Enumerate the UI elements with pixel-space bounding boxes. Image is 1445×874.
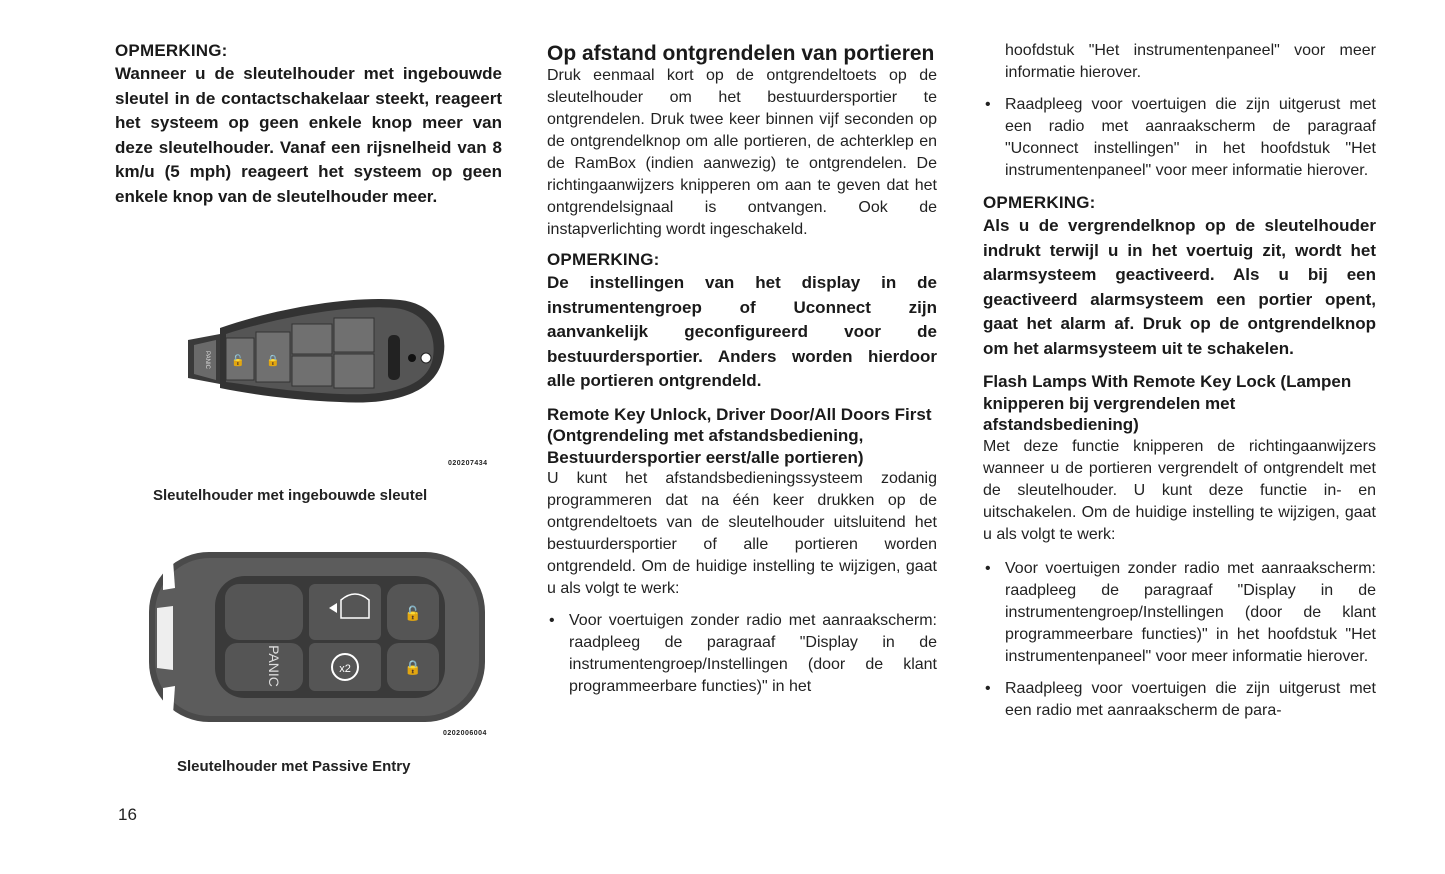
figure-caption: Sleutelhouder met Passive Entry [177, 758, 411, 775]
bullet-icon: • [985, 679, 991, 697]
list-item: • Raadpleeg voor voertuigen die zijn uitgerust met een radio met aanraakscherm de para- [985, 679, 1376, 719]
bullet-icon: • [985, 96, 991, 113]
figure-keyfob-integrated-key [180, 290, 450, 420]
list-item: • Voor voertuigen zonder radio met aanraakscherm: raadpleeg de paragraaf "Display in de instrumentengroep/Instellingen (door de klant programmeerbare functies)" in het [549, 612, 937, 695]
section-title: Op afstand ontgrendelen van portieren [547, 42, 935, 65]
figure-keyfob-passive-entry [145, 548, 490, 728]
list-item: • Voor voertuigen zonder radio met aanraakscherm: raadpleeg de paragraaf "Display in de instrumentengroep/Instellingen (door de klant programmeerbare functies)" in het hoofdstuk "Het instrumentenpaneel" voor meer informatie hierover. [985, 559, 1376, 665]
note-body: Wanneer u de sleutelhouder met ingebouwde sleutel in de contactschakelaar steekt, reageert het systeem op geen enkele knop meer van deze sleutelhouder. Vanaf een rijsnelheid van 8 km/u (5 mph) reageert het systeem op geen enkele knop van de sleutelhouder meer. [115, 64, 502, 206]
list-item: • Raadpleeg voor voertuigen die zijn uitgerust met een radio met aanraakscherm de paragraaf "Uconnect instellingen" in het hoofdstuk "Het instrumentenpaneel" voor meer informatie hierover. [985, 96, 1376, 179]
column-left [115, 40, 502, 209]
note-body: De instellingen van het display in de instrumentengroep of Uconnect zijn aanvankelijk geconfigureerd voor de bestuurdersportier. Anders worden hierdoor alle portieren ontgrendeld. [547, 273, 937, 390]
lock-icon: 🔒 [266, 355, 280, 367]
keyfob-integrated-key-image [180, 290, 450, 420]
column-right [983, 40, 1376, 722]
panic-label: PANIC [266, 645, 282, 687]
bullet-icon: • [549, 612, 555, 629]
subsection-title: Flash Lamps With Remote Key Lock (Lampen knipperen bij vergrendelen met afstandsbediening) [983, 372, 1352, 434]
page-number: 16 [118, 805, 137, 824]
section-body: Druk eenmaal kort op de ontgrendeltoets op de sleutelhouder om het bestuurdersportier te ontgrendelen. Druk twee keer binnen vijf seconden op de ontgrendelknop om alle portieren, de achterklep en de RamBox (indien aanwezig) te ontgrendelen. De richtingaanwijzers knipperen om aan te geven dat het ontgrendelsignaal is ontvangen. Ook de instapverlichting wordt ingeschakeld. [547, 67, 937, 238]
bullet-list [983, 558, 1376, 722]
note-title: OPMERKING: [983, 193, 1096, 212]
column-middle [547, 40, 937, 698]
bullet-list [547, 610, 937, 698]
keyfob-passive-entry-image [145, 548, 490, 728]
figure-code: 0202006004 [443, 730, 487, 737]
list-item-continued: hoofdstuk "Het instrumentenpaneel" voor meer informatie hierover. [1005, 42, 1376, 81]
unlock-icon: 🔓 [231, 355, 245, 367]
figure-code: 020207434 [448, 460, 488, 467]
bullet-list [983, 40, 1376, 84]
subsection-body: U kunt het afstandsbedieningssysteem zodanig programmeren dat na één keer drukken op de ontgrendeltoets van de sleutelhouder uitsluitend het bestuurdersportier of alle portieren worden ontgrendeld. Om de huidige instelling te wijzigen, gaat u als volgt te werk: [547, 470, 937, 597]
remote-start-label: x2 [339, 663, 351, 675]
bullet-list [983, 94, 1376, 182]
note-title: OPMERKING: [115, 41, 228, 60]
figure-caption: Sleutelhouder met ingebouwde sleutel [153, 487, 428, 504]
subsection-title: Remote Key Unlock, Driver Door/All Doors First (Ontgrendeling met afstandsbediening, Bestuurdersportier eerst/alle portieren) [547, 404, 932, 467]
lock-icon: 🔒 [404, 659, 422, 675]
subsection-body: Met deze functie knipperen de richtingaanwijzers wanneer u de portieren vergrendelt of ontgrendelt met de sleutelhouder. U kunt deze functie in- en uitschakelen. Om de huidige instelling te wijzigen, gaat u als volgt te werk: [983, 437, 1376, 543]
bullet-icon: • [985, 559, 991, 577]
panic-label: PANIC [204, 351, 210, 369]
unlock-icon: 🔓 [404, 605, 422, 621]
note-body: Als u de vergrendelknop op de sleutelhouder indrukt terwijl u in het voertuig zit, wordt het alarmsysteem geactiveerd. Als u bij een geactiveerd alarmsysteem een portier opent, gaat het alarm af. Druk op de ontgrendelknop om het alarmsysteem uit te schakelen. [983, 216, 1376, 358]
note-title: OPMERKING: [547, 250, 660, 269]
